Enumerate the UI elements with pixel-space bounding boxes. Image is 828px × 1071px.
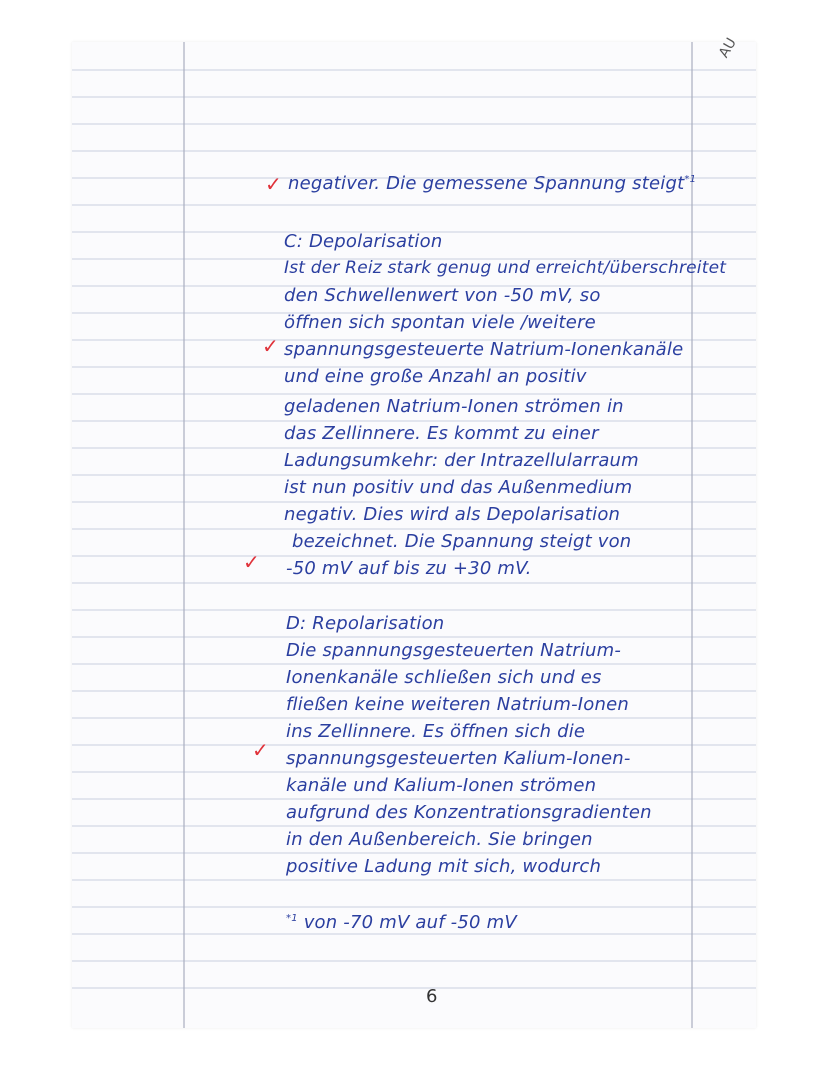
note-line: Ionenkanäle schließen sich und es — [286, 667, 602, 688]
note-line: das Zellinnere. Es kommt zu einer — [284, 423, 599, 444]
checkmark: ✓ — [243, 550, 260, 574]
note-line: und eine große Anzahl an positiv — [284, 366, 587, 387]
note-line: öffnen sich spontan viele /weitere — [284, 312, 596, 333]
note-line: in den Außenbereich. Sie bringen — [286, 829, 593, 850]
section-heading-d: D: Repolarisation — [286, 613, 445, 634]
note-line: kanäle und Kalium-Ionen strömen — [286, 775, 597, 796]
note-line: ins Zellinnere. Es öffnen sich die — [286, 721, 586, 742]
page-number: 6 — [426, 986, 438, 1007]
note-line: Ladungsumkehr: der Intrazellularraum — [284, 450, 639, 471]
note-line: geladenen Natrium-Ionen strömen in — [284, 396, 624, 417]
note-line: -50 mV auf bis zu +30 mV. — [286, 558, 532, 579]
note-line: spannungsgesteuerten Kalium-Ionen- — [286, 748, 631, 769]
section-heading-c: C: Depolarisation — [284, 231, 443, 252]
note-line: negativ. Dies wird als Depolarisation — [284, 504, 621, 525]
note-line: Die spannungsgesteuerten Natrium- — [286, 640, 622, 661]
note-line: spannungsgesteuerte Natrium-Ionenkanäle — [284, 339, 684, 360]
checkmark: ✓ — [265, 172, 282, 196]
checkmark: ✓ — [252, 738, 269, 762]
note-line: negativer. Die gemessene Spannung steigt$^{*1}$ — [288, 173, 697, 194]
footnote-marker: *1 — [286, 913, 298, 924]
note-line: bezeichnet. Die Spannung steigt von — [292, 531, 632, 552]
footnote: $^{*1}$ von -70 mV auf -50 mV — [286, 912, 517, 933]
note-line: ist nun positiv und das Außenmedium — [284, 477, 633, 498]
footnote-reference: *1 — [684, 174, 697, 185]
corner-mark: AU — [716, 35, 740, 61]
checkmark: ✓ — [262, 334, 279, 358]
note-line: aufgrund des Konzentrationsgradienten — [286, 802, 652, 823]
note-line: den Schwellenwert von -50 mV, so — [284, 285, 601, 306]
note-line: Ist der Reiz stark genug und erreicht/überschreitet — [284, 258, 727, 278]
note-line: fließen keine weiteren Natrium-Ionen — [286, 694, 629, 715]
note-line: positive Ladung mit sich, wodurch — [286, 856, 602, 877]
